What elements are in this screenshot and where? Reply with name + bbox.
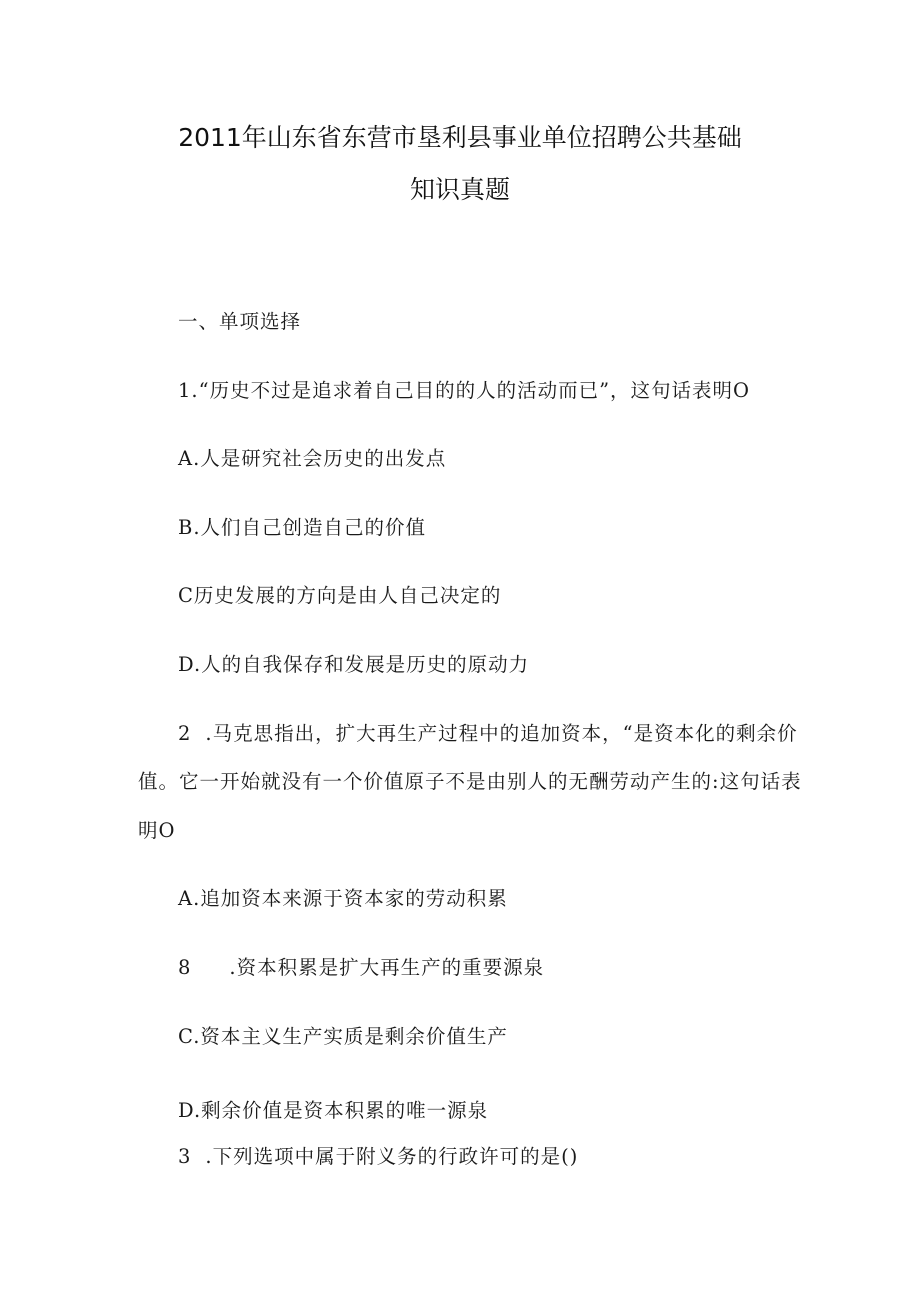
question-3-number: 3 — [178, 1145, 192, 1168]
question-2-stem-line-3: 明O — [138, 819, 176, 842]
question-2-option-c: C.资本主义生产实质是剩余价值生产 — [178, 1025, 508, 1048]
question-2-stem-line-1 — [178, 718, 798, 746]
question-2-number: 2 — [178, 722, 192, 745]
question-1-option-d: D.人的自我保存和发展是历史的原动力 — [178, 653, 530, 676]
question-2-option-b-number: 8 — [178, 956, 192, 979]
document-title-line-1: 2011年山东省东营市垦利县事业单位招聘公共基础 — [178, 123, 742, 152]
question-2-stem-text: .马克思指出，扩大再生产过程中的追加资本，“是资本化的剩余价 — [205, 722, 798, 745]
question-1-option-b: B.人们自己创造自己的价值 — [178, 516, 427, 539]
question-3-stem — [178, 1141, 578, 1169]
section-heading: 一、单项选择 — [178, 310, 302, 333]
question-2-option-a: A.追加资本来源于资本家的劳动积累 — [178, 887, 508, 910]
question-1-option-c: C历史发展的方向是由人自己决定的 — [178, 584, 502, 607]
question-3-stem-text: .下列选项中属于附义务的行政许可的是() — [205, 1145, 579, 1168]
question-2-option-b-text: .资本积累是扩大再生产的重要源泉 — [229, 956, 545, 979]
question-2-option-b — [178, 952, 544, 980]
question-2-stem-line-2: 值。它一开始就没有一个价值原子不是由别人的无酬劳动产生的:这句话表 — [138, 770, 802, 793]
question-1-stem: 1.“历史不过是追求着自己目的的人的活动而已”，这句话表明O — [178, 379, 751, 402]
document-title-line-2: 知识真题 — [409, 175, 510, 204]
question-1-option-a: A.人是研究社会历史的出发点 — [178, 447, 447, 470]
question-2-option-d: D.剩余价值是资本积累的唯一源泉 — [178, 1099, 489, 1122]
